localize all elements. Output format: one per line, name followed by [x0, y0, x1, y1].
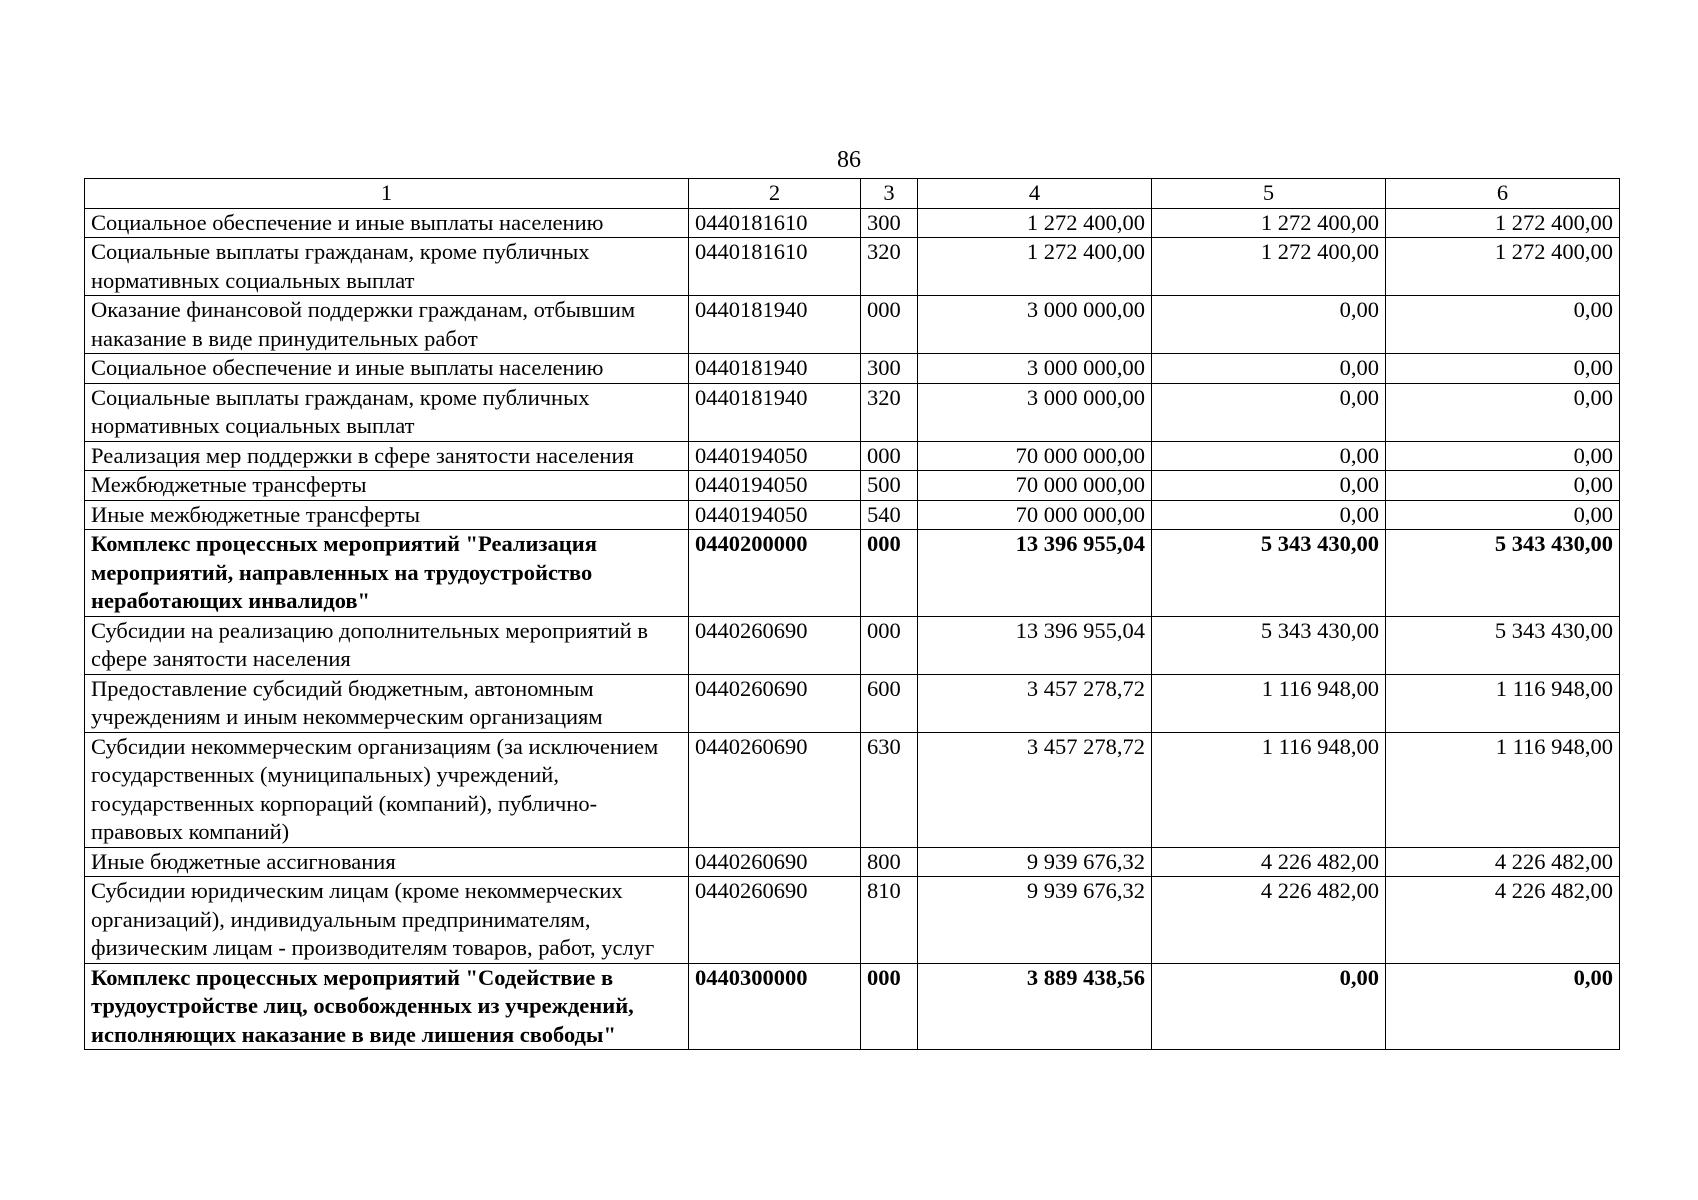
- row-name: Межбюджетные трансферты: [85, 471, 689, 501]
- row-expense-type: 320: [861, 383, 918, 441]
- row-expense-type: 630: [861, 732, 918, 847]
- row-value-col6: 0,00: [1386, 441, 1620, 471]
- column-header-5: 5: [1152, 179, 1386, 209]
- table-row: [85, 500, 1620, 530]
- table-row: [85, 238, 1620, 296]
- table-row: [85, 674, 1620, 732]
- row-value-col4: 3 000 000,00: [918, 354, 1152, 384]
- header-row: [85, 179, 1620, 209]
- row-value-col6: 0,00: [1386, 963, 1620, 1050]
- table-row: [85, 877, 1620, 964]
- row-name: Субсидии некоммерческим организациям (за исключением государственных (муниципальных) учреждений, государственных корпораций (компаний), публично-правовых компаний): [85, 732, 689, 847]
- row-value-col5: 1 272 400,00: [1152, 238, 1386, 296]
- row-name: Социальное обеспечение и иные выплаты населению: [85, 208, 689, 238]
- row-value-col6: 0,00: [1386, 383, 1620, 441]
- row-name: Оказание финансовой поддержки гражданам, отбывшим наказание в виде принудительных работ: [85, 296, 689, 354]
- row-value-col5: 0,00: [1152, 963, 1386, 1050]
- row-target-code: 0440181940: [689, 296, 861, 354]
- row-value-col6: 0,00: [1386, 296, 1620, 354]
- row-value-col6: 1 116 948,00: [1386, 732, 1620, 847]
- row-target-code: 0440260690: [689, 616, 861, 674]
- budget-table: [84, 178, 1620, 1050]
- row-target-code: 0440260690: [689, 847, 861, 877]
- row-target-code: 0440260690: [689, 674, 861, 732]
- row-value-col6: 0,00: [1386, 500, 1620, 530]
- row-value-col4: 3 889 438,56: [918, 963, 1152, 1050]
- row-name: Социальные выплаты гражданам, кроме публичных нормативных социальных выплат: [85, 383, 689, 441]
- row-value-col4: 70 000 000,00: [918, 441, 1152, 471]
- row-expense-type: 810: [861, 877, 918, 964]
- row-expense-type: 500: [861, 471, 918, 501]
- table-row: [85, 530, 1620, 617]
- row-value-col5: 1 116 948,00: [1152, 674, 1386, 732]
- row-value-col6: 1 272 400,00: [1386, 238, 1620, 296]
- row-value-col6: 0,00: [1386, 354, 1620, 384]
- column-header-6: 6: [1386, 179, 1620, 209]
- row-name: Иные бюджетные ассигнования: [85, 847, 689, 877]
- row-value-col5: 0,00: [1152, 471, 1386, 501]
- row-value-col6: 4 226 482,00: [1386, 847, 1620, 877]
- row-target-code: 0440194050: [689, 471, 861, 501]
- row-value-col4: 3 457 278,72: [918, 732, 1152, 847]
- row-value-col4: 3 000 000,00: [918, 383, 1152, 441]
- row-value-col6: 5 343 430,00: [1386, 616, 1620, 674]
- row-target-code: 0440181610: [689, 238, 861, 296]
- row-value-col5: 0,00: [1152, 441, 1386, 471]
- row-target-code: 0440260690: [689, 732, 861, 847]
- row-value-col6: 1 272 400,00: [1386, 208, 1620, 238]
- row-value-col5: 0,00: [1152, 500, 1386, 530]
- row-target-code: 0440194050: [689, 441, 861, 471]
- row-expense-type: 000: [861, 616, 918, 674]
- row-name: Субсидии юридическим лицам (кроме некоммерческих организаций), индивидуальным предпринимателям, физическим лицам - производителям товаров, работ, услуг: [85, 877, 689, 964]
- row-expense-type: 000: [861, 963, 918, 1050]
- row-name: Иные межбюджетные трансферты: [85, 500, 689, 530]
- row-value-col5: 4 226 482,00: [1152, 877, 1386, 964]
- table-row: [85, 732, 1620, 847]
- row-name: Комплекс процессных мероприятий "Содействие в трудоустройстве лиц, освобожденных из учреждений, исполняющих наказание в виде лишения свободы": [85, 963, 689, 1050]
- row-value-col6: 0,00: [1386, 471, 1620, 501]
- column-header-3: 3: [861, 179, 918, 209]
- row-name: Реализация мер поддержки в сфере занятости населения: [85, 441, 689, 471]
- row-target-code: 0440260690: [689, 877, 861, 964]
- row-target-code: 0440194050: [689, 500, 861, 530]
- table-row: [85, 296, 1620, 354]
- row-value-col5: 5 343 430,00: [1152, 530, 1386, 617]
- row-value-col4: 3 000 000,00: [918, 296, 1152, 354]
- row-value-col5: 1 272 400,00: [1152, 208, 1386, 238]
- row-value-col5: 5 343 430,00: [1152, 616, 1386, 674]
- row-value-col4: 3 457 278,72: [918, 674, 1152, 732]
- row-value-col6: 5 343 430,00: [1386, 530, 1620, 617]
- row-value-col4: 1 272 400,00: [918, 238, 1152, 296]
- row-target-code: 0440300000: [689, 963, 861, 1050]
- row-expense-type: 300: [861, 354, 918, 384]
- row-value-col4: 70 000 000,00: [918, 471, 1152, 501]
- row-value-col4: 9 939 676,32: [918, 847, 1152, 877]
- row-expense-type: 800: [861, 847, 918, 877]
- row-value-col5: 1 116 948,00: [1152, 732, 1386, 847]
- row-value-col5: 4 226 482,00: [1152, 847, 1386, 877]
- table-row: [85, 963, 1620, 1050]
- row-target-code: 0440181610: [689, 208, 861, 238]
- row-expense-type: 000: [861, 441, 918, 471]
- row-expense-type: 000: [861, 530, 918, 617]
- row-value-col5: 0,00: [1152, 296, 1386, 354]
- row-value-col4: 13 396 955,04: [918, 616, 1152, 674]
- table-row: [85, 441, 1620, 471]
- row-expense-type: 320: [861, 238, 918, 296]
- row-expense-type: 300: [861, 208, 918, 238]
- table-row: [85, 354, 1620, 384]
- row-expense-type: 600: [861, 674, 918, 732]
- row-value-col4: 13 396 955,04: [918, 530, 1152, 617]
- table-body: [85, 208, 1620, 1050]
- column-header-2: 2: [689, 179, 861, 209]
- table-row: [85, 616, 1620, 674]
- row-name: Комплекс процессных мероприятий "Реализация мероприятий, направленных на трудоустройство неработающих инвалидов": [85, 530, 689, 617]
- row-name: Предоставление субсидий бюджетным, автономным учреждениям и иным некоммерческим организациям: [85, 674, 689, 732]
- table-row: [85, 847, 1620, 877]
- page-number: 86: [837, 147, 861, 173]
- row-value-col4: 1 272 400,00: [918, 208, 1152, 238]
- table-row: [85, 383, 1620, 441]
- row-value-col4: 70 000 000,00: [918, 500, 1152, 530]
- row-name: Социальное обеспечение и иные выплаты населению: [85, 354, 689, 384]
- row-expense-type: 540: [861, 500, 918, 530]
- row-value-col4: 9 939 676,32: [918, 877, 1152, 964]
- row-name: Субсидии на реализацию дополнительных мероприятий в сфере занятости населения: [85, 616, 689, 674]
- row-target-code: 0440200000: [689, 530, 861, 617]
- row-target-code: 0440181940: [689, 383, 861, 441]
- row-target-code: 0440181940: [689, 354, 861, 384]
- column-header-1: 1: [85, 179, 689, 209]
- row-value-col5: 0,00: [1152, 354, 1386, 384]
- column-header-4: 4: [918, 179, 1152, 209]
- row-value-col6: 4 226 482,00: [1386, 877, 1620, 964]
- row-name: Социальные выплаты гражданам, кроме публичных нормативных социальных выплат: [85, 238, 689, 296]
- table-row: [85, 208, 1620, 238]
- row-value-col6: 1 116 948,00: [1386, 674, 1620, 732]
- row-expense-type: 000: [861, 296, 918, 354]
- row-value-col5: 0,00: [1152, 383, 1386, 441]
- table-row: [85, 471, 1620, 501]
